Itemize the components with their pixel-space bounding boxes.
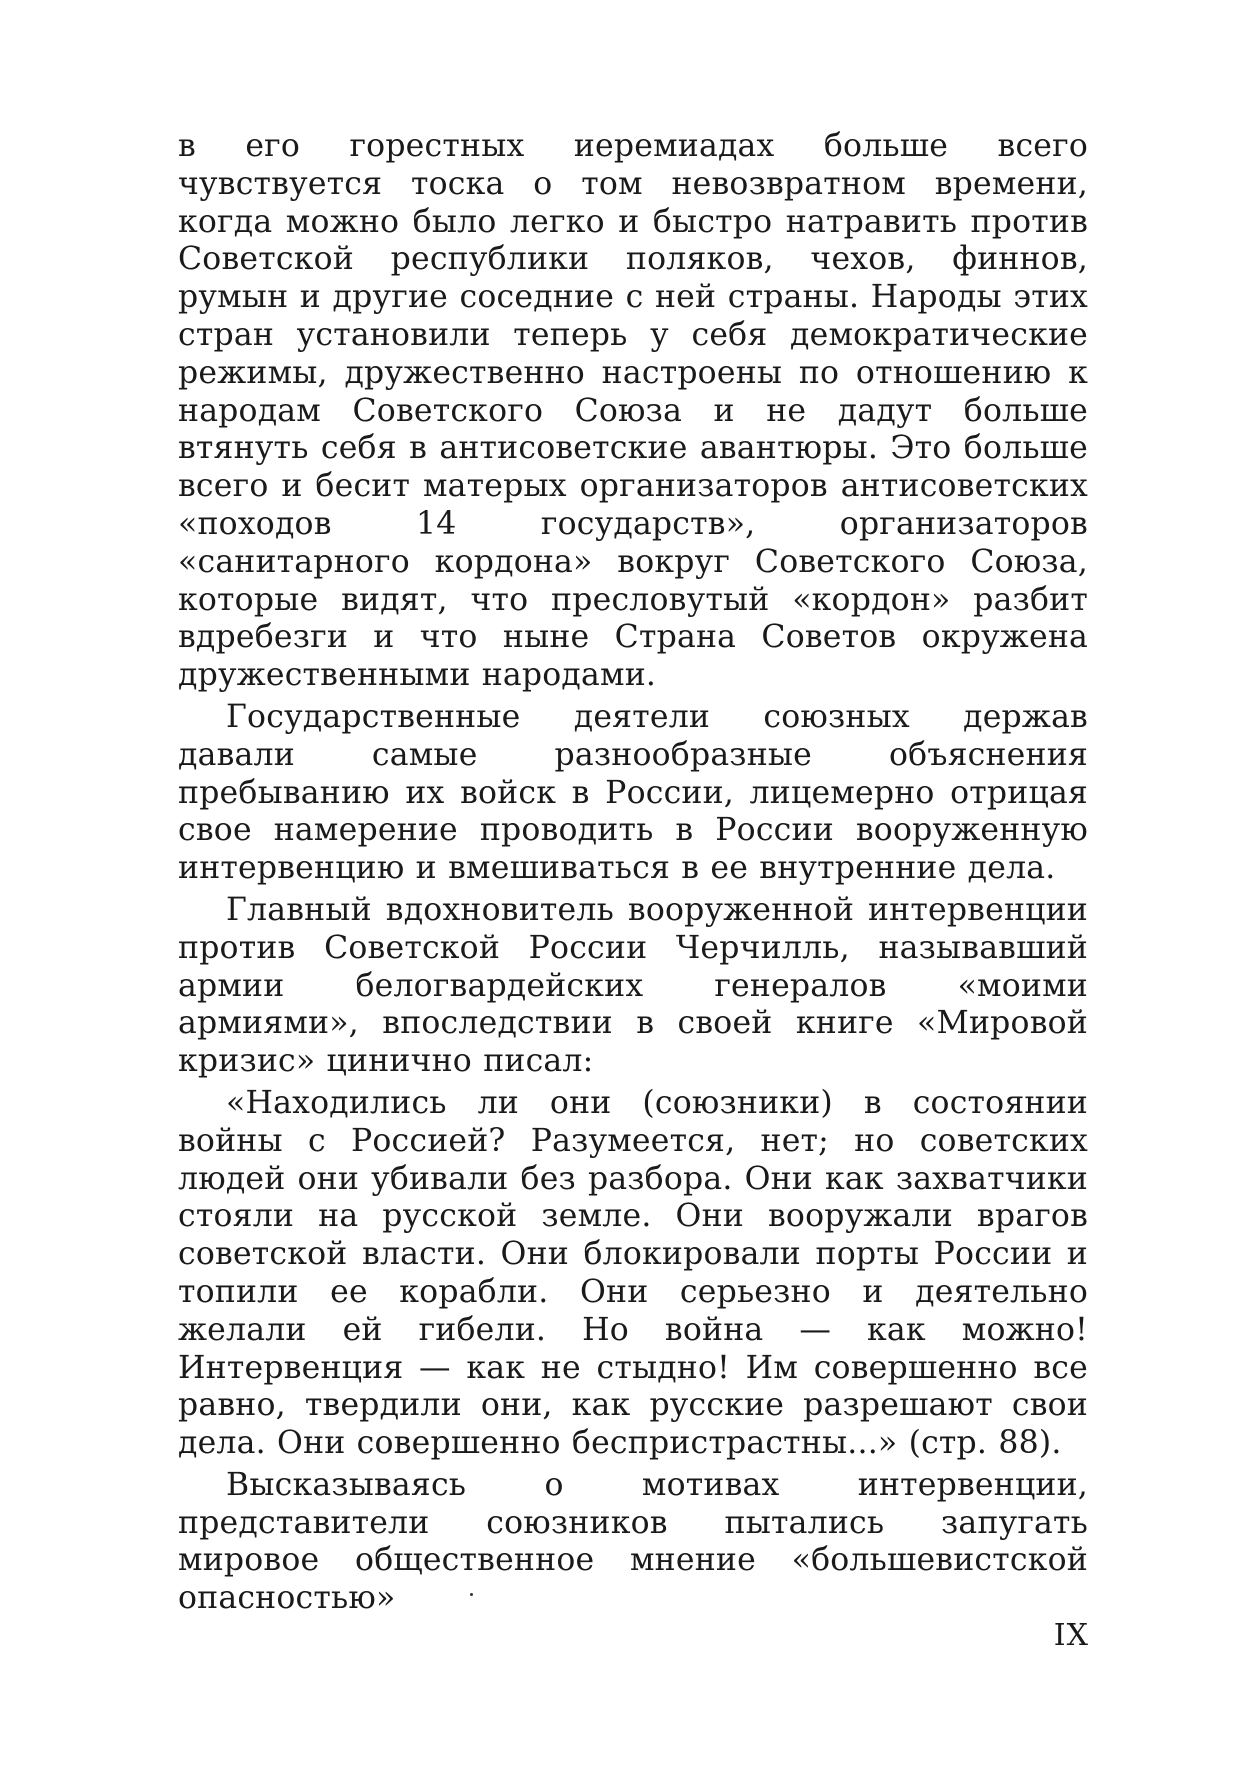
quotation-paragraph: «Находились ли они (союзники) в состоянии войны с Россией? Разумеется, нет; но советских людей они убивали без разбора. Они как захватчики стояли на русской земле. Они вооружали врагов советской власти. Они блокировали порты России и топили ее корабли. Они серьезно и деятельно желали ей гибели. Но война — как можно! Интервенция — как не стыдно! Им совершенно все равно, твердили они, как русские разрешают свои дела. Они совершенно беспристрастны...» (стр. 88). [178, 1084, 1088, 1462]
print-speck [470, 1593, 473, 1596]
paragraph-3: Главный вдохновитель вооруженной интервенции против Советской России Черчилль, называвший армии белогвардейских генералов «моими армиями», впоследствии в своей книге «Мировой кризис» цинично писал: [178, 891, 1088, 1080]
paragraph-5: Высказываясь о мотивах интервенции, представители союзников пытались запугать мировое общественное мнение «большевистской опасностью» [178, 1466, 1088, 1617]
paragraph-1: в его горестных иеремиадах больше всего чувствуется тоска о том невозвратном времени, когда можно было легко и быстро натравить против Советской республики поляков, чехов, финнов, румын и другие соседние с ней страны. Народы этих стран установили теперь у себя демократические режимы, дружественно настроены по отношению к народам Советского Союза и не дадут больше втянуть себя в антисоветские авантюры. Это больше всего и бесит матерых организаторов антисоветских «походов 14 государств», организаторов «санитарного кордона» вокруг Советского Союза, которые видят, что пресловутый «кордон» разбит вдребезги и что ныне Страна Советов окружена дружественными народами. [178, 128, 1088, 694]
paragraph-2: Государственные деятели союзных держав давали самые разнообразные объяснения пребыванию их войск в России, лицемерно отрицая свое намерение проводить в России вооруженную интервенцию и вмешиваться в ее внутренние дела. [178, 698, 1088, 887]
page-text-block [178, 128, 1088, 1628]
page-number: IX [1053, 1618, 1089, 1653]
